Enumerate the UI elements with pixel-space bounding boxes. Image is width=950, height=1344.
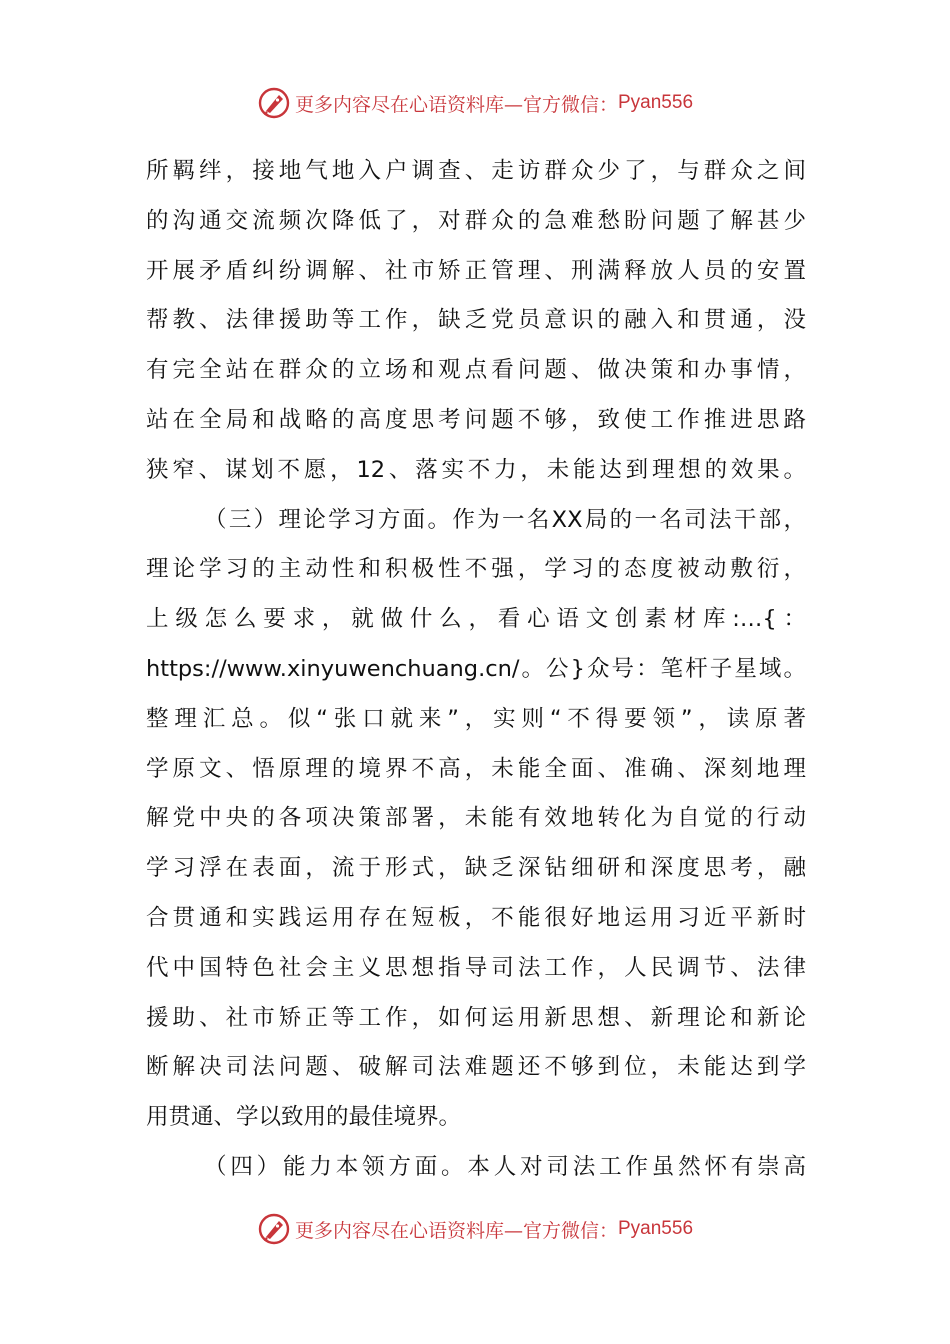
text-line-url: https://www.xinyuwenchuang.cn/。公}众号：笔杆子星域。	[146, 655, 806, 682]
text-line: 开展矛盾纠纷调解、社市矫正管理、刑满释放人员的安置	[146, 257, 806, 284]
text-line: 帮教、法律援助等工作，缺乏党员意识的融入和贯通，没	[146, 307, 806, 334]
text-line: 所羁绊，接地气地入户调查、走访群众少了，与群众之间	[146, 158, 806, 184]
text-line: 站在全局和战略的高度思考问题不够，致使工作推进思路	[146, 406, 806, 433]
watermark-wechat-id: Pyan556	[618, 1218, 694, 1239]
watermark-text: 更多内容尽在心语资料库—官方微信：	[294, 93, 618, 116]
header-watermark	[0, 83, 950, 123]
text-line: 的沟通交流频次降低了，对群众的急难愁盼问题了解甚少	[146, 207, 806, 234]
watermark-text: 更多内容尽在心语资料库—官方微信：	[294, 1219, 618, 1242]
footer-watermark	[0, 1209, 950, 1249]
text-line-paragraph-start: （四）能力本领方面。本人对司法工作虽然怀有崇高	[204, 1153, 806, 1180]
text-line: 整理汇总。似“张口就来”，实则“不得要领”，读原著	[146, 705, 806, 732]
pen-nib-logo-icon	[257, 86, 291, 120]
text-line-paragraph-end: 用贯通、学以致用的最佳境界。	[146, 1104, 462, 1131]
text-line: 有完全站在群众的立场和观点看问题、做决策和办事情，	[146, 357, 806, 384]
text-line-paragraph-start: （三）理论学习方面。作为一名XX局的一名司法干部，	[204, 506, 806, 533]
text-line: 学原文、悟原理的境界不高，未能全面、准确、深刻地理	[146, 755, 806, 782]
pen-nib-logo-icon	[257, 1212, 291, 1246]
text-line: 援助、社市矫正等工作，如何运用新思想、新理论和新论	[146, 1004, 806, 1031]
text-line: 上级怎么要求，就做什么，看心语文创素材库:…{：	[146, 606, 806, 633]
text-line: 断解决司法问题、破解司法难题还不够到位，未能达到学	[146, 1054, 806, 1081]
text-line: 狭窄、谋划不愿，12、落实不力，未能达到理想的效果。	[146, 456, 806, 483]
text-line: 解党中央的各项决策部署，未能有效地转化为自觉的行动	[146, 805, 806, 832]
text-line: 代中国特色社会主义思想指导司法工作，人民调节、法律	[146, 954, 806, 981]
text-line: 合贯通和实践运用存在短板，不能很好地运用习近平新时	[146, 904, 806, 931]
text-line: 理论学习的主动性和积极性不强，学习的态度被动敷衍，	[146, 556, 806, 583]
text-line: 学习浮在表面，流于形式，缺乏深钻细研和深度思考，融	[146, 855, 806, 882]
document-body	[146, 147, 806, 1193]
watermark-wechat-id: Pyan556	[618, 92, 694, 113]
